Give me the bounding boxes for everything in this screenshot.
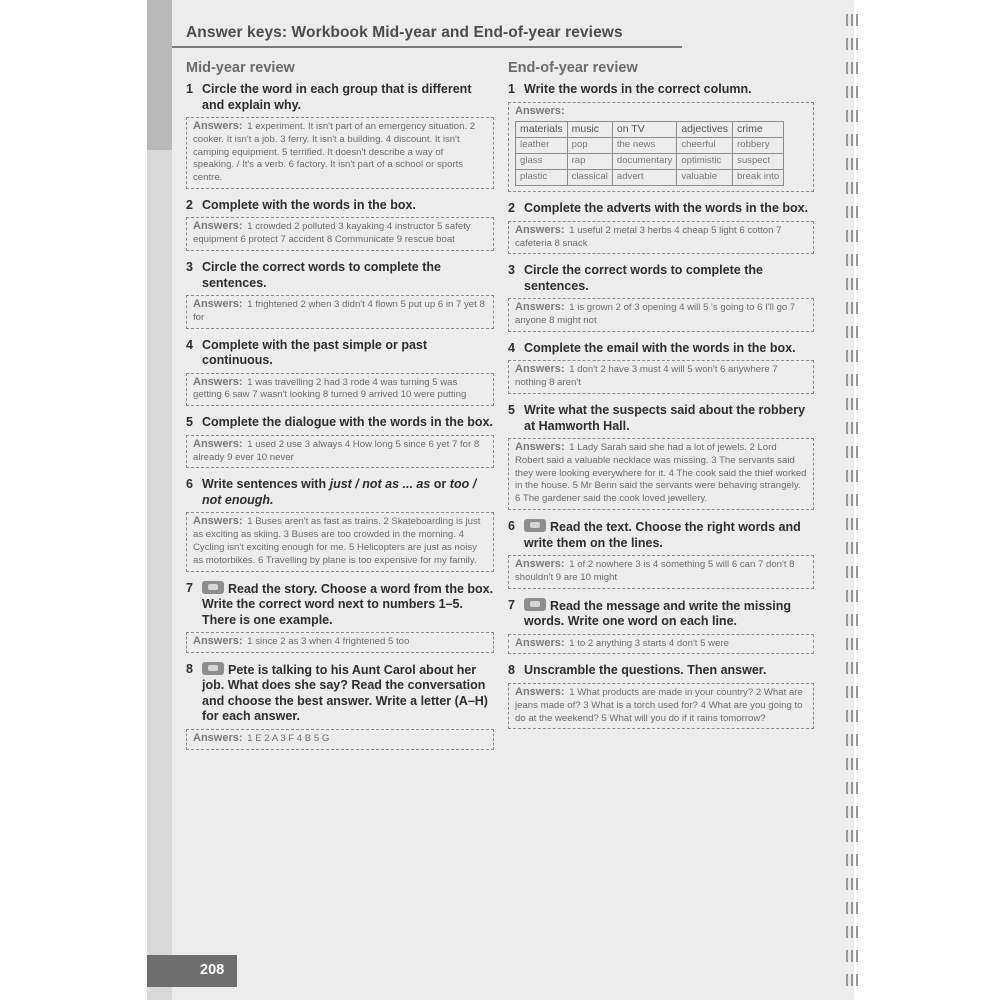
exercise-title-italic: just / not as ... as (329, 477, 431, 492)
answers-label: Answers: (193, 437, 243, 450)
page-left-strip (147, 0, 172, 1000)
exercise-number: 5 (508, 403, 515, 418)
spiral-coil (846, 902, 862, 914)
page-left-strip-tab (147, 0, 172, 150)
exercise-number: 2 (508, 201, 515, 216)
answers-label: Answers: (193, 120, 243, 132)
spiral-coil (846, 950, 862, 962)
spiral-coil (846, 806, 862, 818)
exercise-instruction (186, 338, 494, 369)
table-cell: advert (612, 170, 676, 186)
exercise-title: Circle the word in each group that is different and explain why. (202, 82, 472, 112)
spiral-binding (846, 14, 866, 1000)
exercise-title: Complete the adverts with the words in the box. (524, 201, 809, 216)
page-number: 208 (200, 962, 225, 978)
spiral-coil (846, 758, 862, 770)
exercise-instruction (508, 82, 814, 98)
exercise-instruction (508, 403, 814, 434)
spiral-coil (846, 374, 862, 386)
answers-label: Answers: (193, 298, 243, 311)
answer-box (508, 438, 814, 510)
exercise-number: 7 (186, 580, 193, 595)
exercise-instruction (508, 519, 814, 551)
answer-text: 1 E 2 A 3 F 4 B 5 G (247, 732, 330, 744)
answer-box (186, 632, 494, 653)
exercise-number: 3 (186, 260, 193, 275)
exercise-number: 3 (508, 263, 515, 278)
spiral-coil (846, 446, 862, 458)
answers-label: Answers: (515, 104, 565, 117)
exercise-instruction (508, 598, 814, 630)
table-cell: break into (733, 170, 784, 186)
end-exercise-4 (508, 341, 814, 394)
answers-label: Answers: (193, 375, 243, 388)
spiral-coil (846, 662, 862, 674)
mid-exercise-2 (186, 198, 494, 251)
spiral-coil (846, 254, 862, 266)
exercise-number: 1 (186, 82, 193, 96)
exercise-instruction (508, 201, 814, 217)
spiral-coil (846, 62, 862, 74)
answer-box (186, 217, 494, 251)
exercise-title: Complete with the past simple or past continuous. (202, 337, 428, 368)
answer-text: 1 useful 2 metal 3 herbs 4 cheap 5 light 6 cotton 7 cafeteria 8 snack (515, 224, 782, 249)
answer-text: 1 experiment. It isn't part of an emergency situation. 2 cooker. It isn't a job. 3 ferry. It isn't a building. 4 discount. It isn't camping equipment. 5 terrified. It doesn't describe a way of speaking. / It's a verb. 6 factory. It isn't part of a school or sports centre. (193, 121, 476, 184)
answer-text: 1 don't 2 have 3 must 4 will 5 won't 6 anywhere 7 nothing 8 aren't (515, 364, 778, 389)
spiral-coil (846, 230, 862, 242)
table-cell: optimistic (677, 154, 733, 170)
exercise-number: 8 (186, 661, 193, 676)
spiral-coil (846, 278, 862, 290)
answers-label: Answers: (193, 635, 243, 648)
exercise-title: Circle the correct words to complete the sentences. (202, 260, 441, 290)
exercise-title-part: Write sentences with (202, 477, 330, 492)
answers-label: Answers: (193, 515, 243, 528)
answer-text: 1 used 2 use 3 always 4 How long 5 since 6 yet 7 for 8 already 9 ever 10 never (193, 438, 480, 463)
exercise-number: 6 (508, 519, 515, 534)
spiral-coil (846, 686, 862, 698)
table-header: crime (733, 122, 784, 138)
exercise-instruction (186, 260, 494, 291)
mid-exercise-3 (186, 260, 494, 329)
exercise-title (202, 477, 494, 508)
spiral-coil (846, 710, 862, 722)
exercise-instruction (186, 662, 494, 725)
answers-label: Answers: (515, 363, 565, 376)
exercise-title: Unscramble the questions. Then answer. (524, 663, 767, 678)
end-exercise-7 (508, 598, 814, 655)
exercise-title: Complete the dialogue with the words in the box. (202, 415, 493, 430)
answer-text: 1 of 2 nowhere 3 is 4 something 5 will 6 can 7 don't 8 shouldn't 9 are 10 might (515, 559, 795, 583)
spiral-coil (846, 206, 862, 218)
exercise-instruction (186, 581, 494, 629)
exercise-instruction (508, 341, 814, 357)
exercise-title: Write what the suspects said about the robbery at Hamworth Hall. (524, 403, 806, 433)
answer-text: 1 was travelling 2 had 3 rode 4 was turning 5 was getting 6 saw 7 wasn't looking 8 turned 9 arrived 10 were putting (193, 376, 467, 401)
table-row (516, 170, 784, 186)
answer-text: 1 Buses aren't as fast as trains. 2 Skateboarding is just as exciting as skiing. 3 Buses are too crowded in the morning. 4 Cycling isn't exciting enough for me. 5 Helicopters are just as noisy as motorbikes. 6 Travelling by plane is too expensive for my family. (193, 516, 481, 566)
table-header: on TV (612, 122, 676, 138)
exercise-instruction (508, 663, 814, 679)
exam-badge-icon (202, 581, 224, 594)
spiral-coil (846, 782, 862, 794)
mid-exercise-8 (186, 662, 494, 750)
table-cell: the news (612, 138, 676, 154)
answer-box (508, 634, 814, 655)
table-row (516, 138, 784, 154)
exercise-title: Complete the email with the words in the box. (524, 340, 796, 355)
spiral-coil (846, 14, 862, 26)
answer-box (508, 221, 814, 255)
mid-exercise-4 (186, 338, 494, 407)
spiral-coil (846, 350, 862, 362)
answer-box (508, 102, 814, 193)
exercise-title-part: or (430, 477, 450, 492)
answer-text: 1 to 2 anything 3 starts 4 don't 5 were (569, 637, 729, 649)
mid-year-heading: Mid-year review (186, 60, 295, 76)
answers-label: Answers: (515, 223, 565, 236)
exercise-title-italic: too / not enough. (202, 477, 477, 507)
end-exercise-5 (508, 403, 814, 510)
table-cell: robbery (733, 138, 784, 154)
spiral-coil (846, 422, 862, 434)
exercise-title: Complete with the words in the box. (202, 197, 416, 212)
answer-box (186, 295, 494, 329)
spiral-coil (846, 638, 862, 650)
spiral-coil (846, 398, 862, 410)
exercise-title: Read the text. Choose the right words and write them on the lines. (524, 520, 801, 550)
spiral-coil (846, 974, 862, 986)
answers-label: Answers: (515, 441, 565, 454)
spiral-coil (846, 38, 862, 50)
table-cell: cheerful (677, 138, 733, 154)
end-exercise-6 (508, 519, 814, 589)
end-exercise-8 (508, 663, 814, 729)
spiral-coil (846, 566, 862, 578)
exercise-number: 4 (186, 337, 193, 352)
word-column-table (515, 121, 784, 186)
table-header-row (516, 122, 784, 138)
end-of-year-heading: End-of-year review (508, 60, 638, 76)
spiral-coil (846, 494, 862, 506)
answer-text: 1 What products are made in your country? 2 What are jeans made of? 3 What is a torch used for? 4 What are you going to do at the weekend? 5 What will you do if it rains tomorrow? (515, 686, 803, 724)
spiral-coil (846, 614, 862, 626)
exercise-instruction (186, 477, 494, 508)
table-cell: rap (567, 154, 612, 170)
mid-exercise-7 (186, 581, 494, 653)
end-of-year-column (508, 58, 814, 738)
exercise-number: 5 (186, 415, 193, 430)
end-exercise-3 (508, 263, 814, 332)
spiral-coil (846, 134, 862, 146)
exercise-number: 2 (186, 197, 193, 212)
spiral-coil (846, 158, 862, 170)
spiral-coil (846, 830, 862, 842)
answer-box (508, 555, 814, 589)
exercise-title: Pete is talking to his Aunt Carol about her job. What does she say? Read the conversation and choose the best answer. Write a letter (A–H) for each answer. (202, 662, 488, 724)
table-cell: documentary (612, 154, 676, 170)
exercise-title: Circle the correct words to complete the sentences. (524, 263, 763, 293)
answers-label: Answers: (193, 220, 243, 233)
mid-year-column (186, 58, 494, 759)
spiral-coil (846, 926, 862, 938)
answer-box (186, 117, 494, 189)
answer-box (186, 729, 494, 750)
answers-label: Answers: (515, 558, 565, 571)
page-title: Answer keys: Workbook Mid-year and End-of-year reviews (186, 24, 623, 41)
answer-text: 1 crowded 2 polluted 3 kayaking 4 instructor 5 safety equipment 6 protect 7 accident 8 Communicate 9 rescue boat (193, 221, 471, 246)
answers-label: Answers: (515, 301, 565, 314)
answer-box (508, 298, 814, 332)
spiral-coil (846, 110, 862, 122)
answer-text: 1 Lady Sarah said she had a lot of jewels. 2 Lord Robert said a valuable necklace was missing. 3 The servants said they were looking everywhere for it. 4 The cook said the thief worked in the house. 5 Mr Benn said the servants were behaving strangely. 6 The gardener said the cook loved jewellery. (515, 442, 807, 505)
answer-box (508, 360, 814, 394)
mid-exercise-5 (186, 415, 494, 468)
answers-label: Answers: (515, 685, 565, 698)
table-row (516, 154, 784, 170)
exercise-title: Read the story. Choose a word from the box. Write the correct word next to numbers 1–5. There is one example. (202, 581, 494, 627)
spiral-coil (846, 590, 862, 602)
table-cell: classical (567, 170, 612, 186)
exercise-instruction (186, 415, 494, 431)
answer-box (508, 683, 814, 729)
table-header: music (567, 122, 612, 138)
end-exercise-2 (508, 201, 814, 254)
spiral-coil (846, 518, 862, 530)
table-cell: leather (516, 138, 568, 154)
spiral-coil (846, 470, 862, 482)
spiral-coil (846, 878, 862, 890)
spiral-coil (846, 182, 862, 194)
title-divider (172, 46, 682, 48)
exercise-number: 1 (508, 82, 515, 96)
spiral-coil (846, 854, 862, 866)
exam-badge-icon (202, 662, 224, 675)
answers-label: Answers: (515, 636, 565, 649)
spiral-coil (846, 86, 862, 98)
table-cell: plastic (516, 170, 568, 186)
answer-box (186, 512, 494, 571)
exercise-number: 8 (508, 663, 515, 678)
spiral-coil (846, 542, 862, 554)
mid-exercise-1 (186, 82, 494, 189)
mid-exercise-6 (186, 477, 494, 571)
answer-text: 1 is grown 2 of 3 opening 4 will 5 's going to 6 I'll go 7 anyone 8 might not (515, 302, 796, 327)
table-cell: glass (516, 154, 568, 170)
table-header: materials (516, 122, 568, 138)
answer-text: 1 since 2 as 3 when 4 frightened 5 too (247, 636, 410, 648)
table-cell: pop (567, 138, 612, 154)
answer-box (186, 435, 494, 469)
exercise-number: 4 (508, 340, 515, 355)
exercise-title: Read the message and write the missing words. Write one word on each line. (524, 598, 792, 629)
exercise-title: Write the words in the correct column. (524, 82, 752, 96)
exercise-instruction (186, 82, 494, 113)
spiral-coil (846, 734, 862, 746)
exercise-number: 7 (508, 597, 515, 612)
exam-badge-icon (524, 519, 546, 532)
exam-badge-icon (524, 598, 546, 611)
answers-label: Answers: (193, 731, 243, 744)
spiral-coil (846, 302, 862, 314)
end-exercise-1 (508, 82, 814, 192)
answer-text: 1 frightened 2 when 3 didn't 4 flown 5 put up 6 in 7 yet 8 for (193, 299, 485, 323)
table-header: adjectives (677, 122, 733, 138)
exercise-instruction (186, 198, 494, 214)
table-cell: suspect (733, 154, 784, 170)
exercise-number: 6 (186, 477, 193, 492)
exercise-instruction (508, 263, 814, 294)
spiral-coil (846, 326, 862, 338)
answer-box (186, 373, 494, 407)
table-cell: valuable (677, 170, 733, 186)
